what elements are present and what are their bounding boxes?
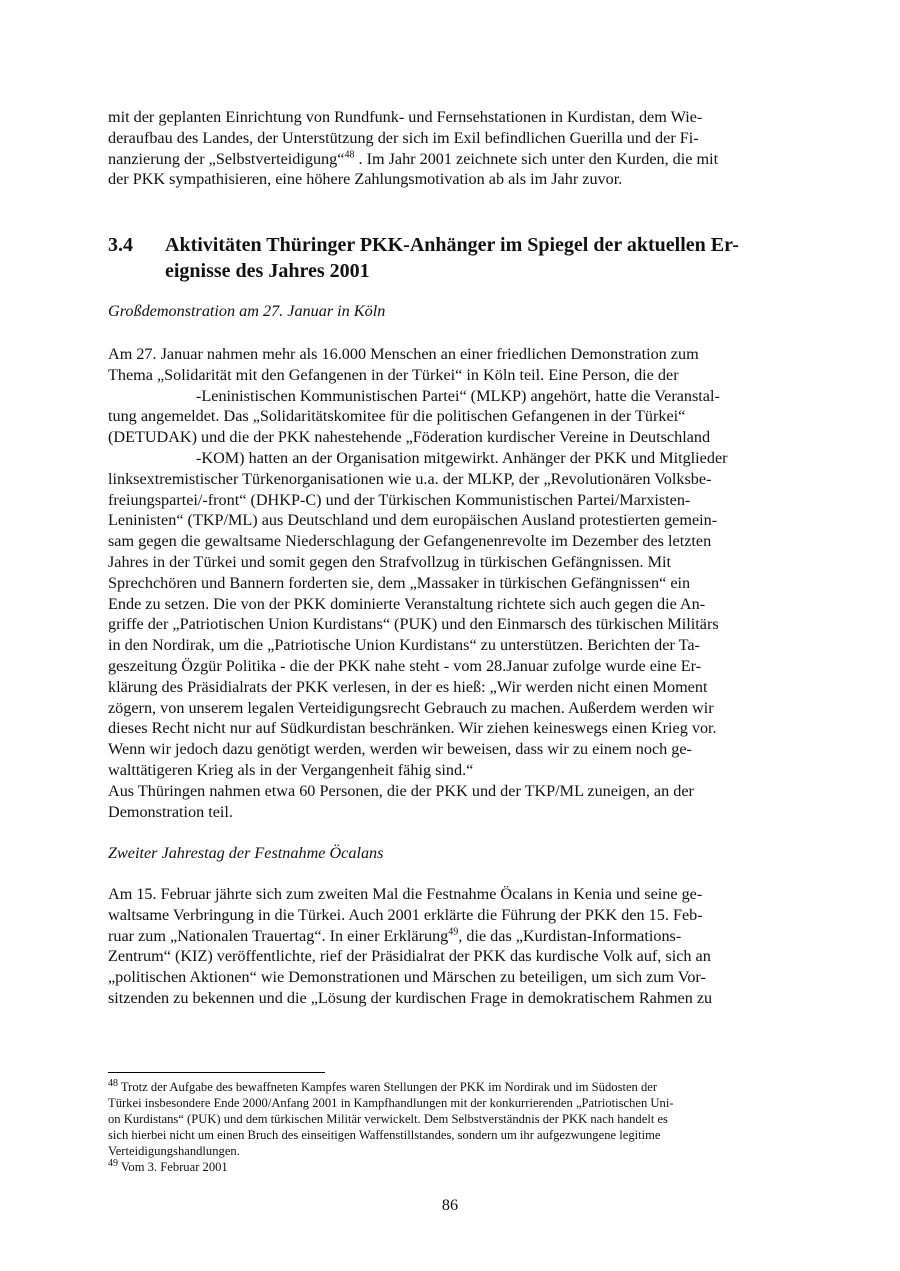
text-line: in den Nordirak, um die „Patriotische Union Kurdistans“ zu unterstützen. Berichten der Ta- — [108, 636, 700, 655]
text-line: waltsame Verbringung in die Türkei. Auch 2001 erklärte die Führung der PKK den 15. Feb- — [108, 905, 703, 924]
footnote-number: 48 — [108, 1077, 118, 1089]
footnote-number: 49 — [108, 1157, 118, 1169]
text-line: deraufbau des Landes, der Unterstützung der sich im Exil befindlichen Guerilla und der Fi- — [108, 128, 699, 147]
text-line: griffe der „Patriotischen Union Kurdistans“ (PUK) und den Einmarsch des türkischen Militärs — [108, 615, 719, 634]
text-line: Am 15. Februar jährte sich zum zweiten Mal die Festnahme Öcalans in Kenia und seine ge- — [108, 885, 703, 903]
text-span: , die das „Kurdistan-Informations- — [458, 926, 682, 945]
demonstration-paragraph — [108, 344, 768, 822]
text-line: tung angemeldet. Das „Solidaritätskomitee für die politischen Gefangenen in der Türkei“ — [108, 407, 686, 426]
text-line: Wenn wir jedoch dazu genötigt werden, werden wir beweisen, dass wir zu einem noch ge- — [108, 740, 692, 759]
text-span: . Im Jahr 2001 zeichnete sich unter den Kurden, die mit — [354, 149, 719, 168]
text-line: sam gegen die gewaltsame Niederschlagung der Gefangenenrevolte im Dezember des letzten — [108, 532, 712, 551]
text-line: linksextremistischer Türkenorganisationen wie u.a. der MLKP, der „Revolutionären Volksbe- — [108, 469, 712, 488]
text-line — [108, 149, 768, 170]
text-line: Zentrum“ (KIZ) veröffentlichte, rief der Präsidialrat der PKK das kurdische Volk auf, sich an — [108, 947, 711, 966]
text-line: (DETUDAK) und die der PKK nahestehende „Föderation kurdischer Vereine in Deutschland — [108, 428, 711, 447]
text-line: -KOM) hatten an der Organisation mitgewirkt. Anhänger der PKK und Mitglieder — [196, 448, 728, 467]
section-title — [165, 232, 739, 284]
text-span: nanzierung der „Selbstverteidigung“ — [108, 149, 345, 168]
footnote-line: sich hierbei nicht um einen Bruch des einseitigen Waffenstillstandes, sondern um ihr aufgezwungene legitime — [108, 1127, 661, 1142]
text-line: mit der geplanten Einrichtung von Rundfunk- und Fernsehstationen in Kurdistan, dem Wie- — [108, 108, 703, 126]
footnote-line: Verteidigungshandlungen. — [108, 1143, 240, 1158]
footnote-ref-48[interactable]: 48 — [344, 149, 355, 161]
text-line: walttätigeren Krieg als in der Vergangenheit fähig sind.“ — [108, 760, 474, 779]
anniversary-paragraph — [108, 884, 768, 1009]
text-line — [108, 926, 768, 947]
text-line: Thema „Solidarität mit den Gefangenen in der Türkei“ in Köln teil. Eine Person, die der — [108, 365, 679, 384]
text-line: Ende zu setzen. Die von der PKK dominierte Veranstaltung richtete sich auch gegen die An- — [108, 594, 706, 613]
text-span: ruar zum „Nationalen Trauertag“. In einer Erklärung — [108, 926, 449, 945]
text-line: Am 27. Januar nahmen mehr als 16.000 Menschen an einer friedlichen Demonstration zum — [108, 345, 699, 363]
text-line: zögern, von unserem legalen Verteidigungsrecht Gebrauch zu machen. Außerdem werden wir — [108, 698, 714, 717]
text-line: Demonstration teil. — [108, 802, 233, 821]
intro-paragraph — [108, 107, 768, 190]
footnote-ref-49[interactable]: 49 — [448, 926, 459, 938]
text-line: Aus Thüringen nahmen etwa 60 Personen, die der PKK und der TKP/ML zuneigen, an der — [108, 781, 694, 800]
footnote-text: Trotz der Aufgabe des bewaffneten Kampfes waren Stellungen der PKK im Nordirak und im Südosten der — [118, 1080, 658, 1094]
text-line: dieses Recht nicht nur auf Südkurdistan beschränken. Wir ziehen keineswegs einen Krieg vor. — [108, 719, 717, 738]
text-line: -Leninistischen Kommunistischen Partei“ (MLKP) angehört, hatte die Veranstal- — [196, 386, 720, 405]
footnote-line: Türkei insbesondere Ende 2000/Anfang 2001 in Kampfhandlungen mit der konkurrierenden „Patriotischen Uni- — [108, 1095, 674, 1110]
text-line: Jahres in der Türkei und somit gegen den Strafvollzug in türkischen Gefängnissen. Mit — [108, 552, 671, 571]
text-line: der PKK sympathisieren, eine höhere Zahlungsmotivation ab als im Jahr zuvor. — [108, 170, 623, 189]
footnote-text: Vom 3. Februar 2001 — [118, 1159, 228, 1174]
subsection-title: Zweiter Jahrestag der Festnahme Öcalans — [108, 844, 384, 862]
text-line: Leninisten“ (TKP/ML) aus Deutschland und dem europäischen Ausland protestierten gemein- — [108, 511, 718, 530]
text-line: „politischen Aktionen“ wie Demonstrationen und Märschen zu beteiligen, um sich zum Vor- — [108, 968, 706, 987]
footnotes — [108, 1077, 788, 1175]
text-line: sitzenden zu bekennen und die „Lösung der kurdischen Frage in demokratischem Rahmen zu — [108, 988, 713, 1007]
subsection-title: Großdemonstration am 27. Januar in Köln — [108, 302, 386, 320]
text-line: klärung des Präsidialrats der PKK verlesen, in der es hieß: „Wir werden nicht einen Moment — [108, 677, 708, 696]
section-number: 3.4 — [108, 234, 133, 256]
footnote-48 — [108, 1077, 788, 1096]
footnote-separator — [108, 1072, 325, 1073]
footnote-49 — [108, 1157, 788, 1176]
section-title-line: eignisse des Jahres 2001 — [165, 260, 370, 282]
text-line: freiungspartei/-front“ (DHKP-C) und der Türkischen Kommunistischen Partei/Marxisten- — [108, 490, 691, 509]
text-line: geszeitung Özgür Politika - die der PKK nahe steht - vom 28.Januar zufolge wurde eine Er- — [108, 656, 702, 675]
footnote-line: on Kurdistans“ (PUK) und dem türkischen Militär verwickelt. Dem Selbstverständnis der PKK nach handelt es — [108, 1111, 668, 1126]
section-title-line: Aktivitäten Thüringer PKK-Anhänger im Spiegel der aktuellen Er- — [165, 234, 739, 256]
page-number: 86 — [441, 1196, 459, 1214]
text-line: Sprechchören und Bannern forderten sie, dem „Massaker in türkischen Gefängnissen“ ein — [108, 573, 691, 592]
